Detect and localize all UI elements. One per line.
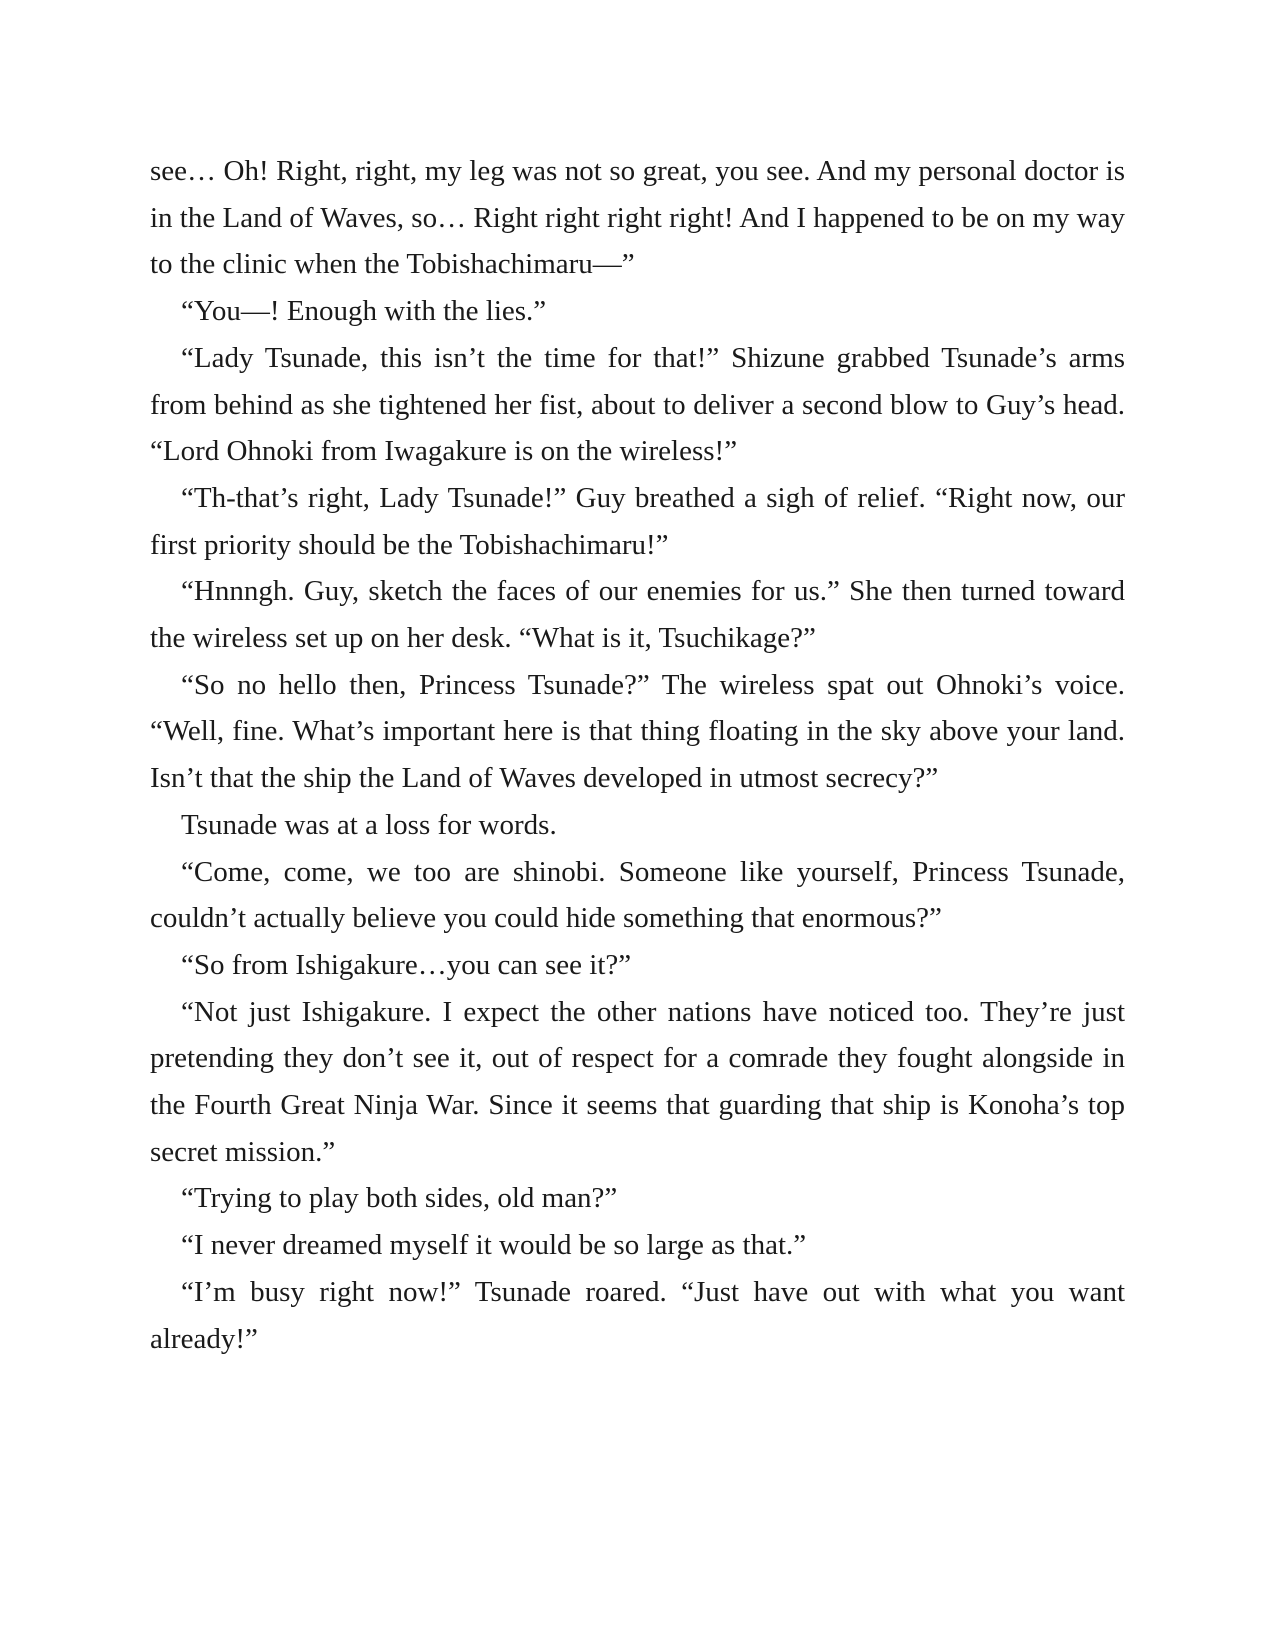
paragraph: “Come, come, we too are shinobi. Someone like yourself, Princess Tsunade, couldn’t actually believe you could hide something that enormous?” bbox=[150, 855, 1125, 935]
paragraph: “Hnnngh. Guy, sketch the faces of our enemies for us.” She then turned toward the wireless set up on her desk. “What is it, Tsuchikage?” bbox=[150, 575, 1125, 655]
paragraph: “So from Ishigakure…you can see it?” bbox=[181, 948, 632, 981]
body-text bbox=[150, 148, 1125, 1362]
paragraph: “Not just Ishigakure. I expect the other nations have noticed too. They’re just pretending they don’t see it, out of respect for a comrade they fought alongside in the Fourth Great Ninja War. Since it seems that guarding that ship is Konoha’s top secret mission.” bbox=[150, 995, 1125, 1168]
paragraph: “So no hello then, Princess Tsunade?” The wireless spat out Ohnoki’s voice. “Well, fine. What’s important here is that thing floating in the sky above your land. Isn’t that the ship the Land of Waves developed in utmost secrecy?” bbox=[150, 668, 1125, 795]
paragraph: “You—! Enough with the lies.” bbox=[181, 295, 547, 328]
paragraph: see… Oh! Right, right, my leg was not so great, you see. And my personal doctor is in the Land of Waves, so… Right right right right! And I happened to be on my way to the clinic when the Tobishachimaru—” bbox=[150, 155, 1125, 281]
paragraph: Tsunade was at a loss for words. bbox=[181, 808, 557, 841]
paragraph: “Th-that’s right, Lady Tsunade!” Guy breathed a sigh of relief. “Right now, our first priority should be the Tobishachimaru!” bbox=[150, 481, 1125, 561]
paragraph: “I’m busy right now!” Tsunade roared. “Just have out with what you want already!” bbox=[150, 1275, 1125, 1355]
paragraph: “I never dreamed myself it would be so large as that.” bbox=[181, 1229, 807, 1262]
paragraph: “Lady Tsunade, this isn’t the time for that!” Shizune grabbed Tsunade’s arms from behind as she tightened her fist, about to deliver a second blow to Guy’s head. “Lord Ohnoki from Iwagakure is on the wireless!” bbox=[150, 341, 1125, 468]
paragraph: “Trying to play both sides, old man?” bbox=[181, 1182, 618, 1215]
